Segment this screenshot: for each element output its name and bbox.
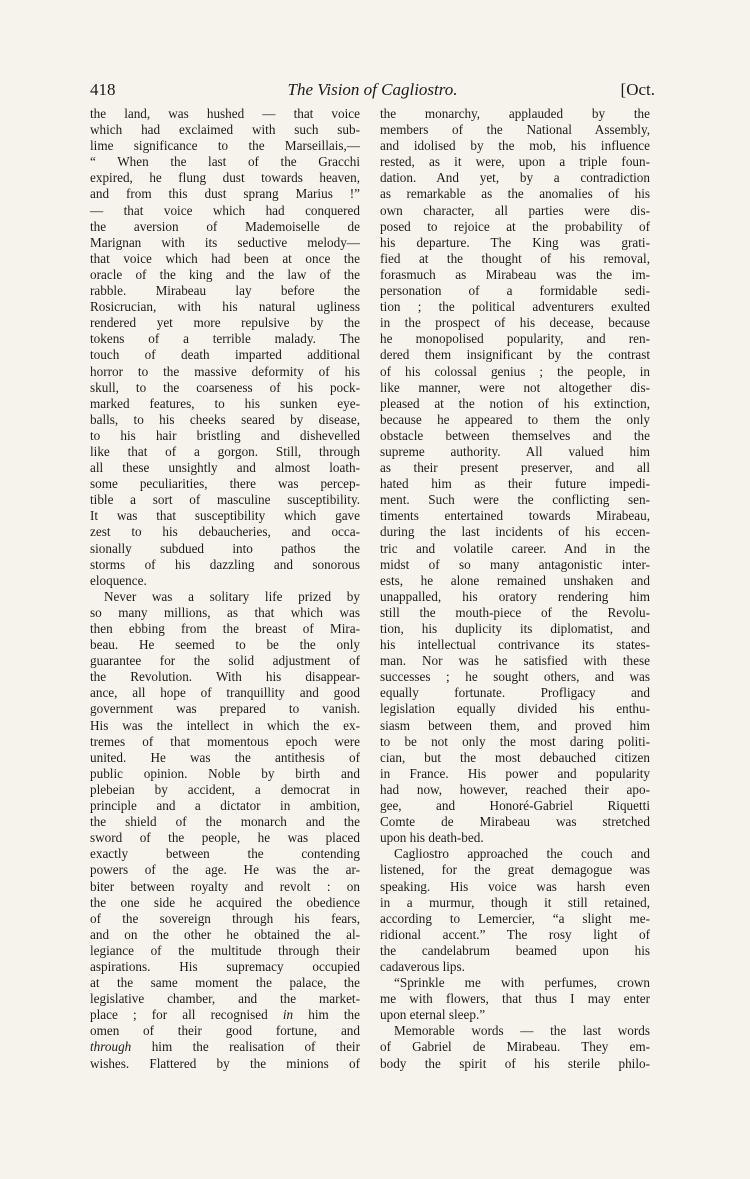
text-line: Cagliostro approached the couch and [394, 846, 650, 862]
text-line: he monopolised popularity, and ren- [380, 331, 650, 347]
text-line: oracle of the king and the law of the [90, 266, 360, 282]
text-line: successes ; he sought others, and was [380, 669, 650, 685]
text-line: man. Nor was he satisfied with these [380, 653, 650, 669]
page-header [90, 80, 655, 106]
text-line: Rosicrucian, with his natural ugliness [90, 299, 360, 315]
text-line: posed to rejoice at the probability of [380, 218, 650, 234]
text-line: the candelabrum beamed upon his [380, 942, 650, 958]
text-line: ance, all hope of tranquillity and good [90, 685, 360, 701]
text-line: ests, he alone remained unshaken and [380, 572, 650, 588]
text-line: forasmuch as Mirabeau was the im- [380, 266, 650, 282]
text-line: rabble. Mirabeau lay before the [90, 283, 360, 299]
text-line: storms of his dazzling and sonorous [90, 556, 360, 572]
text-line: listened, for the great demagogue was [380, 862, 650, 878]
text-line: omen of their good fortune, and [90, 1023, 360, 1039]
text-line: in the prospect of his decease, because [380, 315, 650, 331]
text-line: His was the intellect in which the ex- [90, 717, 360, 733]
text-line: and from this dust sprang Marius !” [90, 186, 360, 202]
text-line: to be not only the most daring politi- [380, 733, 650, 749]
text-line: that voice which had been at once the [90, 250, 360, 266]
text-line: as remarkable as the anomalies of his [380, 186, 650, 202]
text-line: tremes of that momentous epoch were [90, 733, 360, 749]
page-number: 418 [90, 80, 116, 99]
right-text-column [380, 106, 650, 1072]
text-line: tion ; the political adventurers exulted [380, 299, 650, 315]
italic-text: in [282, 1007, 294, 1023]
text-line: so many millions, as that which was [90, 604, 360, 620]
text-line: upon his death-bed. [380, 830, 484, 846]
text-line: lime significance to the Marseillais,— [90, 138, 360, 154]
text-line: of the sovereign through his fears, [90, 910, 360, 926]
text-line: during the last incidents of his eccen- [380, 524, 650, 540]
text-line: because he appeared to them the only [380, 411, 650, 427]
text-line: the shield of the monarch and the [90, 814, 360, 830]
text-line: his departure. The King was grati- [380, 234, 650, 250]
text-line: had now, however, reached their apo- [380, 781, 650, 797]
text-line: Never was a solitary life prized by [104, 588, 360, 604]
text-line: as their present preserver, and all [380, 460, 650, 476]
text-line: to his hair bristling and dishevelled [90, 427, 360, 443]
text-line: rendered yet more repulsive by the [90, 315, 360, 331]
text-line: legislation equally divided his enthu- [380, 701, 650, 717]
text-line: according to Lemercier, “a slight me- [380, 910, 650, 926]
text-line: still the mouth-piece of the Revolu- [380, 604, 650, 620]
text-line: Memorable words — the last words [394, 1023, 650, 1039]
text-line: united. He was the antithesis of [90, 749, 360, 765]
text-line: ridional accent.” The rosy light of [380, 926, 650, 942]
text-line: balls, to his cheeks seared by disease, [90, 411, 360, 427]
text-line: plebeian by accident, a democrat in [90, 781, 360, 797]
text-line: which had exclaimed with such sub- [90, 122, 360, 138]
text-line: at the same moment the palace, the [90, 975, 360, 991]
italic-text: through [90, 1039, 132, 1055]
text-line: the Revolution. With his disappear- [90, 669, 360, 685]
text-line: wishes. Flattered by the minions of [90, 1055, 360, 1071]
text-run: place ; for all recognised [90, 1007, 268, 1023]
text-run: him the realisation of their [151, 1039, 360, 1055]
text-line: sionally subdued into pathos the [90, 540, 360, 556]
text-line: equally fortunate. Profligacy and [380, 685, 650, 701]
text-line: like that of a gorgon. Still, through [90, 443, 360, 459]
running-title: The Vision of Cagliostro. [287, 80, 458, 99]
issue-month: [Oct. [620, 80, 655, 99]
text-line: like manner, were not altogether dis- [380, 379, 650, 395]
text-line: his intellectual contrivance its states- [380, 637, 650, 653]
text-line: government was prepared to vanish. [90, 701, 360, 717]
text-line: “Sprinkle me with perfumes, crown [394, 975, 650, 991]
text-line: midst of so many antagonistic inter- [380, 556, 650, 572]
text-line: the one side he acquired the obedience [90, 894, 360, 910]
text-line: principle and a dictator in ambition, [90, 798, 360, 814]
text-line: unappalled, his oratory rendering him [380, 588, 650, 604]
text-line: then ebbing from the breast of Mira- [90, 621, 360, 636]
text-line: siasm between them, and proved him [380, 717, 650, 733]
text-line: gee, and Honoré-Gabriel Riquetti [380, 798, 650, 814]
text-line: in a murmur, though it still retained, [380, 894, 650, 910]
text-line: timents entertained towards Mirabeau, [380, 508, 650, 524]
text-line: personation of a formidable sedi- [380, 283, 650, 299]
text-line: zest to his debaucheries, and occa- [90, 524, 360, 540]
text-line [90, 1007, 360, 1023]
text-line: legislative chamber, and the market- [90, 991, 360, 1007]
text-line: pleased at the notion of his extinction, [380, 395, 650, 411]
text-line: horror to the massive deformity of his [90, 363, 360, 379]
text-line: own character, all parties were dis- [380, 202, 650, 218]
text-line: tible a sort of masculine susceptibility. [90, 492, 360, 508]
text-line: all these unsightly and almost loath- [90, 460, 360, 476]
text-line: tokens of a terrible malady. The [90, 331, 360, 347]
left-text-column [90, 106, 360, 1072]
text-line: body the spirit of his sterile philo- [380, 1055, 650, 1071]
text-line: biter between royalty and revolt : on [90, 878, 360, 894]
text-line: the land, was hushed — that voice [90, 106, 360, 121]
text-line: marked features, to his sunken eye- [90, 395, 360, 411]
text-line: dered them insignificant by the contrast [380, 347, 650, 363]
text-line: cadaverous lips. [380, 958, 465, 974]
text-line: expired, he flung dust towards heaven, [90, 170, 360, 186]
text-line: skull, to the coarseness of his pock- [90, 379, 360, 395]
text-line: beau. He seemed to be the only [90, 637, 360, 653]
text-line: guarantee for the solid adjustment of [90, 653, 360, 669]
text-line: cian, but the most debauched citizen [380, 749, 650, 765]
text-line: ment. Such were the conflicting sen- [380, 492, 650, 508]
text-line: — that voice which had conquered [90, 202, 360, 218]
text-line: the monarchy, applauded by the [380, 106, 650, 121]
text-line: supreme authority. All valued him [380, 443, 650, 459]
text-line: and on the other he obtained the al- [90, 926, 360, 942]
text-line: Marignan with its seductive melody— [90, 234, 360, 250]
text-line: some peculiarities, there was percep- [90, 476, 360, 492]
text-line: rested, as it were, upon a triple foun- [380, 154, 650, 170]
text-line: tion, his duplicity its diplomatist, and [380, 621, 650, 636]
text-line: “ When the last of the Gracchi [90, 154, 360, 170]
text-line: eloquence. [90, 572, 147, 588]
text-line: of his colossal genius ; the people, in [380, 363, 650, 379]
text-line: obstacle between themselves and the [380, 427, 650, 443]
text-line: exactly between the contending [90, 846, 360, 862]
text-line [90, 1039, 360, 1055]
text-line: It was that susceptibility which gave [90, 508, 360, 524]
text-line: me with flowers, that thus I may enter [380, 991, 650, 1007]
text-line: Comte de Mirabeau was stretched [380, 814, 650, 830]
text-line: speaking. His voice was harsh even [380, 878, 650, 894]
text-line: public opinion. Noble by birth and [90, 765, 360, 781]
text-run: him the [308, 1007, 361, 1023]
text-line: of Gabriel de Mirabeau. They em- [380, 1039, 650, 1055]
text-line: dation. And yet, by a contradiction [380, 170, 650, 186]
text-line: in France. His power and popularity [380, 765, 650, 781]
text-line: tric and volatile career. And in the [380, 540, 650, 556]
text-line: and idolised by the mob, his influence [380, 138, 650, 154]
text-line: hated him as their future impedi- [380, 476, 650, 492]
text-line: touch of death imparted additional [90, 347, 360, 363]
text-line: aspirations. His supremacy occupied [90, 958, 360, 974]
text-line: legiance of the multitude through their [90, 942, 360, 958]
text-line: upon eternal sleep.” [380, 1007, 486, 1023]
text-line: members of the National Assembly, [380, 122, 650, 138]
text-line: sword of the people, he was placed [90, 830, 360, 846]
text-line: the aversion of Mademoiselle de [90, 218, 360, 234]
text-line: powers of the age. He was the ar- [90, 862, 360, 878]
text-line: fied at the thought of his removal, [380, 250, 650, 266]
